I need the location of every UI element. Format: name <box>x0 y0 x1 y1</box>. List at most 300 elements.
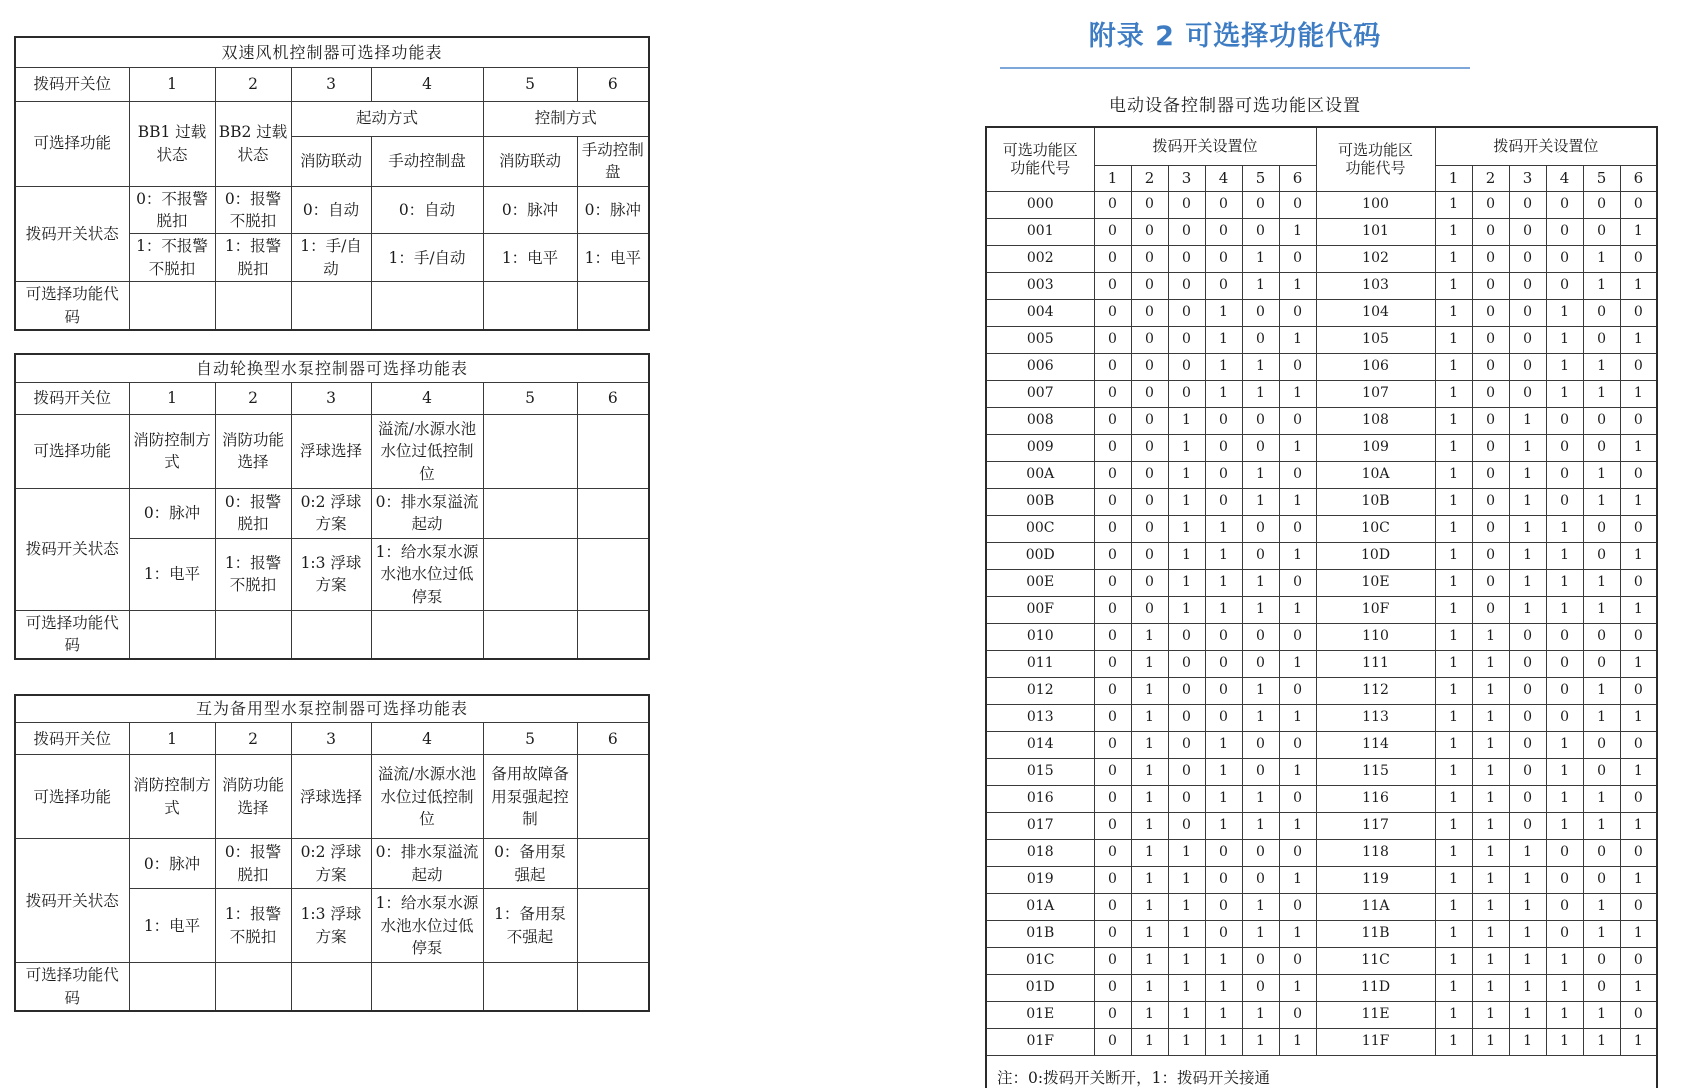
state-cell: 1:3 浮球方案 <box>291 538 371 610</box>
dip-bit-cell: 1 <box>1435 704 1472 731</box>
dip-bit-cell: 0 <box>1168 731 1205 758</box>
code-table-row <box>986 380 1657 407</box>
dip-bit-cell: 1 <box>1205 785 1242 812</box>
dip-bit-cell: 0 <box>1546 866 1583 893</box>
appendix-column <box>905 14 1700 1088</box>
dip-bit-cell: 0 <box>1620 407 1657 434</box>
dip-bit-cell: 1 <box>1583 1028 1620 1055</box>
function-code-cell: 012 <box>986 677 1094 704</box>
dip-bit-cell: 0 <box>1094 623 1131 650</box>
dip-bit-cell: 1 <box>1168 461 1205 488</box>
dip-bit-cell: 1 <box>1435 623 1472 650</box>
dip-bit-cell: 0 <box>1509 758 1546 785</box>
function-code-cell: 005 <box>986 326 1094 353</box>
dip-bit-cell: 0 <box>1205 920 1242 947</box>
bit-label: 3 <box>1168 165 1205 191</box>
dip-bit-cell: 1 <box>1546 812 1583 839</box>
state-cell: 0：脉冲 <box>129 488 215 538</box>
dip-bit-cell: 0 <box>1242 866 1279 893</box>
dip-bit-cell: 1 <box>1435 299 1472 326</box>
title-block <box>905 14 1565 69</box>
dip-bit-cell: 1 <box>1279 596 1316 623</box>
code-table-row <box>986 893 1657 920</box>
dip-bit-cell: 0 <box>1620 785 1657 812</box>
function-code-cell: 01F <box>986 1028 1094 1055</box>
dip-bit-cell: 0 <box>1546 920 1583 947</box>
dip-bit-cell: 1 <box>1583 569 1620 596</box>
function-code-cell: 113 <box>1316 704 1435 731</box>
dip-bit-cell: 0 <box>1546 704 1583 731</box>
function-code-cell: 004 <box>986 299 1094 326</box>
dip-bit-cell: 0 <box>1242 623 1279 650</box>
state-cell: 0：自动 <box>371 186 483 234</box>
dip-bit-cell: 0 <box>1583 326 1620 353</box>
function-cell: 消防联动 <box>291 136 371 186</box>
dip-bit-cell: 0 <box>1546 191 1583 218</box>
dip-bit-cell: 1 <box>1509 542 1546 569</box>
function-code-cell: 101 <box>1316 218 1435 245</box>
code-table-row <box>986 1001 1657 1028</box>
dip-bit-cell: 0 <box>1242 758 1279 785</box>
dip-bit-cell: 0 <box>1131 596 1168 623</box>
dip-bit-cell: 1 <box>1279 920 1316 947</box>
dip-bit-cell: 1 <box>1620 380 1657 407</box>
dip-bit-cell: 0 <box>1620 191 1657 218</box>
function-code-cell: 01B <box>986 920 1094 947</box>
dip-bit-cell: 1 <box>1583 704 1620 731</box>
dip-bit-cell: 0 <box>1279 947 1316 974</box>
dip-bit-cell: 0 <box>1094 677 1131 704</box>
dip-bit-cell: 1 <box>1168 569 1205 596</box>
function-code-cell: 10B <box>1316 488 1435 515</box>
dip-bit-cell: 0 <box>1546 623 1583 650</box>
row-label-states: 拨码开关状态 <box>15 186 129 282</box>
dip-bit-cell: 1 <box>1168 920 1205 947</box>
function-cell: BB1 过载状态 <box>129 101 215 186</box>
code-table-caption: 电动设备控制器可选功能区设置 <box>1109 96 1361 116</box>
function-code-cell: 118 <box>1316 839 1435 866</box>
dip-bit-cell: 1 <box>1509 947 1546 974</box>
code-value-cell <box>483 610 577 658</box>
dip-bit-cell: 0 <box>1583 299 1620 326</box>
dip-bit-cell: 0 <box>1131 218 1168 245</box>
dip-bit-cell: 0 <box>1472 461 1509 488</box>
function-code-cell: 003 <box>986 272 1094 299</box>
dip-bit-cell: 1 <box>1546 596 1583 623</box>
dip-bit-cell: 0 <box>1620 245 1657 272</box>
dip-bit-cell: 1 <box>1435 596 1472 623</box>
function-cell: 手动控制盘 <box>371 136 483 186</box>
dip-bit-cell: 0 <box>1205 272 1242 299</box>
dip-bit-cell: 1 <box>1472 947 1509 974</box>
dip-position: 4 <box>371 67 483 101</box>
dip-bit-cell: 1 <box>1583 893 1620 920</box>
dip-bit-cell: 1 <box>1242 245 1279 272</box>
fan-controller-function-table <box>14 36 650 331</box>
dip-bit-cell: 1 <box>1620 218 1657 245</box>
dip-bit-cell: 0 <box>1094 299 1131 326</box>
dip-bit-cell: 1 <box>1131 731 1168 758</box>
row-label-codes: 可选择功能代码 <box>15 610 129 658</box>
state-cell: 0：报警不脱扣 <box>215 186 291 234</box>
dip-bit-cell: 0 <box>1472 380 1509 407</box>
dip-bit-cell: 1 <box>1583 677 1620 704</box>
dip-bit-cell: 0 <box>1205 218 1242 245</box>
dip-bit-cell: 1 <box>1205 731 1242 758</box>
function-code-cell: 00C <box>986 515 1094 542</box>
dip-bit-cell: 0 <box>1131 326 1168 353</box>
dip-bit-cell: 1 <box>1279 812 1316 839</box>
dip-bit-cell: 1 <box>1242 461 1279 488</box>
state-cell: 1：报警不脱扣 <box>215 889 291 963</box>
code-value-cell <box>129 282 215 330</box>
function-code-cell: 11E <box>1316 1001 1435 1028</box>
dip-bit-cell: 1 <box>1472 731 1509 758</box>
dip-bit-cell: 0 <box>1242 650 1279 677</box>
dip-bit-cell: 1 <box>1131 623 1168 650</box>
dip-bit-cell: 1 <box>1509 488 1546 515</box>
dip-bit-cell: 1 <box>1435 920 1472 947</box>
dip-bit-cell: 1 <box>1583 596 1620 623</box>
dip-bit-cell: 1 <box>1168 434 1205 461</box>
dip-bit-cell: 0 <box>1583 731 1620 758</box>
dip-bit-cell: 0 <box>1279 1001 1316 1028</box>
dip-bit-cell: 1 <box>1435 974 1472 1001</box>
dip-bit-cell: 0 <box>1583 623 1620 650</box>
dip-bits-header: 拨码开关设置位 <box>1435 127 1657 165</box>
dip-bit-cell: 0 <box>1094 488 1131 515</box>
dip-bit-cell: 1 <box>1435 893 1472 920</box>
dip-bit-cell: 1 <box>1205 299 1242 326</box>
dip-bit-cell: 1 <box>1435 434 1472 461</box>
state-cell: 0：自动 <box>291 186 371 234</box>
code-table-row <box>986 839 1657 866</box>
dip-bit-cell: 1 <box>1620 1028 1657 1055</box>
dip-bit-cell: 1 <box>1435 272 1472 299</box>
dip-bit-cell: 0 <box>1279 839 1316 866</box>
dip-bit-cell: 1 <box>1242 1001 1279 1028</box>
dip-position: 1 <box>129 723 215 755</box>
dip-bit-cell: 1 <box>1435 326 1472 353</box>
function-code-cell: 107 <box>1316 380 1435 407</box>
dip-bit-cell: 0 <box>1205 434 1242 461</box>
dip-bit-cell: 1 <box>1131 785 1168 812</box>
dip-bit-cell: 1 <box>1620 434 1657 461</box>
dip-bit-cell: 0 <box>1509 272 1546 299</box>
dip-bit-cell: 0 <box>1472 353 1509 380</box>
dip-bit-cell: 1 <box>1168 893 1205 920</box>
function-code-cell: 013 <box>986 704 1094 731</box>
dip-bit-cell: 1 <box>1279 650 1316 677</box>
function-cell: 备用故障备用泵强起控制 <box>483 755 577 839</box>
dip-bit-cell: 1 <box>1546 974 1583 1001</box>
dip-bit-cell: 0 <box>1279 299 1316 326</box>
state-cell: 1：不报警不脱扣 <box>129 234 215 282</box>
code-table-row <box>986 515 1657 542</box>
dip-bit-cell: 0 <box>1168 785 1205 812</box>
function-code-cell: 111 <box>1316 650 1435 677</box>
function-code-cell: 10D <box>1316 542 1435 569</box>
dip-bit-cell: 0 <box>1509 191 1546 218</box>
dip-bit-cell: 0 <box>1205 488 1242 515</box>
function-code-cell: 117 <box>1316 812 1435 839</box>
dip-bit-cell: 0 <box>1620 623 1657 650</box>
dip-bit-cell: 0 <box>1509 245 1546 272</box>
dip-bit-cell: 1 <box>1546 326 1583 353</box>
code-table-row <box>986 704 1657 731</box>
dip-bit-cell: 0 <box>1094 785 1131 812</box>
table-title: 互为备用型水泵控制器可选择功能表 <box>15 695 649 723</box>
dip-bit-cell: 1 <box>1279 542 1316 569</box>
bit-label: 4 <box>1205 165 1242 191</box>
dip-bit-cell: 0 <box>1509 623 1546 650</box>
code-table-row <box>986 974 1657 1001</box>
row-label-functions: 可选择功能 <box>15 101 129 186</box>
dip-bit-cell: 1 <box>1509 1028 1546 1055</box>
dip-bit-cell: 0 <box>1094 893 1131 920</box>
state-cell: 1：报警脱扣 <box>215 234 291 282</box>
dip-bit-cell: 1 <box>1620 920 1657 947</box>
function-code-cell: 017 <box>986 812 1094 839</box>
dip-bit-cell: 0 <box>1546 488 1583 515</box>
code-header-line2: 功能代号 <box>1345 159 1406 178</box>
dip-bit-cell: 0 <box>1131 272 1168 299</box>
dip-bit-cell: 1 <box>1242 893 1279 920</box>
dip-bit-cell: 0 <box>1094 542 1131 569</box>
dip-bit-cell: 0 <box>1509 299 1546 326</box>
dip-position: 4 <box>371 723 483 755</box>
state-cell <box>577 538 649 610</box>
dip-bit-cell: 1 <box>1435 461 1472 488</box>
dip-bit-cell: 1 <box>1620 650 1657 677</box>
code-value-cell <box>483 282 577 330</box>
code-table-row <box>986 866 1657 893</box>
dip-bit-cell: 1 <box>1472 623 1509 650</box>
dip-bit-cell: 0 <box>1279 569 1316 596</box>
code-column-header <box>986 127 1094 191</box>
dip-bit-cell: 1 <box>1131 974 1168 1001</box>
function-code-cell: 11C <box>1316 947 1435 974</box>
dip-bit-cell: 1 <box>1546 515 1583 542</box>
dip-bit-cell: 1 <box>1546 731 1583 758</box>
dip-bit-cell: 1 <box>1546 569 1583 596</box>
dip-bit-cell: 0 <box>1279 407 1316 434</box>
bit-label: 4 <box>1546 165 1583 191</box>
dip-bit-cell: 0 <box>1242 947 1279 974</box>
code-table-row <box>986 272 1657 299</box>
dip-bit-cell: 1 <box>1205 326 1242 353</box>
state-cell: 0：脉冲 <box>483 186 577 234</box>
dip-bit-cell: 0 <box>1279 893 1316 920</box>
spacer <box>14 331 648 353</box>
dip-bit-cell: 0 <box>1620 1001 1657 1028</box>
dip-bit-cell: 0 <box>1583 515 1620 542</box>
function-cell: 浮球选择 <box>291 414 371 488</box>
row-label-functions: 可选择功能 <box>15 414 129 488</box>
code-value-cell <box>371 282 483 330</box>
dip-bit-cell: 1 <box>1242 785 1279 812</box>
dip-bit-cell: 0 <box>1242 731 1279 758</box>
code-table-row <box>986 542 1657 569</box>
code-table-row <box>986 677 1657 704</box>
dip-bit-cell: 0 <box>1546 461 1583 488</box>
dip-bit-cell: 1 <box>1168 407 1205 434</box>
dip-bit-cell: 0 <box>1242 839 1279 866</box>
code-table-row <box>986 596 1657 623</box>
left-tables-column <box>14 36 648 1012</box>
function-code-cell: 105 <box>1316 326 1435 353</box>
function-code-cell: 11D <box>1316 974 1435 1001</box>
dip-bit-cell: 0 <box>1168 758 1205 785</box>
bit-label: 5 <box>1242 165 1279 191</box>
dip-position: 5 <box>483 723 577 755</box>
bit-label: 2 <box>1472 165 1509 191</box>
state-cell: 1：给水泵水源水池水位过低停泵 <box>371 538 483 610</box>
row-label-positions: 拨码开关位 <box>15 723 129 755</box>
dip-bit-cell: 0 <box>1094 866 1131 893</box>
dip-bit-cell: 1 <box>1583 488 1620 515</box>
dip-bit-cell: 1 <box>1168 839 1205 866</box>
state-cell <box>577 839 649 889</box>
code-value-cell <box>129 963 215 1011</box>
dip-bit-cell: 0 <box>1094 596 1131 623</box>
dip-bit-cell: 1 <box>1435 515 1472 542</box>
code-value-cell <box>215 610 291 658</box>
dip-bit-cell: 0 <box>1472 272 1509 299</box>
dip-bit-cell: 0 <box>1094 812 1131 839</box>
dip-bit-cell: 0 <box>1279 461 1316 488</box>
dip-bit-cell: 0 <box>1094 407 1131 434</box>
dip-bit-cell: 0 <box>1094 191 1131 218</box>
dip-position: 6 <box>577 723 649 755</box>
dip-bit-cell: 0 <box>1131 542 1168 569</box>
dip-bit-cell: 0 <box>1094 380 1131 407</box>
function-code-cell: 009 <box>986 434 1094 461</box>
dip-bit-cell: 0 <box>1094 326 1131 353</box>
dip-bit-cell: 0 <box>1279 245 1316 272</box>
function-cell: BB2 过载状态 <box>215 101 291 186</box>
code-value-cell <box>371 963 483 1011</box>
dip-bit-cell: 0 <box>1546 434 1583 461</box>
dip-bit-cell: 0 <box>1131 353 1168 380</box>
dip-bit-cell: 0 <box>1583 758 1620 785</box>
code-value-cell <box>291 963 371 1011</box>
bit-label: 6 <box>1279 165 1316 191</box>
function-code-cell: 002 <box>986 245 1094 272</box>
title-underline <box>1000 67 1470 69</box>
dip-bit-cell: 0 <box>1094 218 1131 245</box>
bit-label: 2 <box>1131 165 1168 191</box>
code-table-row <box>986 407 1657 434</box>
dip-bit-cell: 1 <box>1242 1028 1279 1055</box>
dip-bit-cell: 0 <box>1094 461 1131 488</box>
dip-bit-cell: 0 <box>1509 353 1546 380</box>
function-cell: 消防功能选择 <box>215 755 291 839</box>
function-code-cell: 011 <box>986 650 1094 677</box>
dip-bit-cell: 0 <box>1472 245 1509 272</box>
dip-position: 5 <box>483 67 577 101</box>
state-cell <box>483 538 577 610</box>
dip-position: 3 <box>291 723 371 755</box>
state-cell: 1：电平 <box>129 889 215 963</box>
dip-bit-cell: 0 <box>1131 245 1168 272</box>
dip-bit-cell: 1 <box>1472 785 1509 812</box>
code-table-row <box>986 353 1657 380</box>
code-column-header <box>1316 127 1435 191</box>
code-table-row <box>986 812 1657 839</box>
dip-bit-cell: 0 <box>1168 704 1205 731</box>
dip-bit-cell: 1 <box>1205 1028 1242 1055</box>
code-value-cell <box>215 963 291 1011</box>
code-table-row <box>986 1028 1657 1055</box>
state-cell: 0：排水泵溢流起动 <box>371 839 483 889</box>
code-header-line2: 功能代号 <box>1010 159 1071 178</box>
dip-bit-cell: 1 <box>1168 1001 1205 1028</box>
dip-bit-cell: 1 <box>1620 326 1657 353</box>
function-group-header: 起动方式 <box>291 101 483 136</box>
code-value-cell <box>291 610 371 658</box>
dip-bit-cell: 0 <box>1094 245 1131 272</box>
dip-bit-cell: 1 <box>1131 812 1168 839</box>
dip-bit-cell: 1 <box>1583 1001 1620 1028</box>
dip-bit-cell: 0 <box>1546 245 1583 272</box>
code-table-row <box>986 218 1657 245</box>
function-code-cell: 10E <box>1316 569 1435 596</box>
code-table-row <box>986 623 1657 650</box>
code-table-row <box>986 758 1657 785</box>
function-code-cell: 112 <box>1316 677 1435 704</box>
dip-bit-cell: 1 <box>1546 299 1583 326</box>
dip-bit-cell: 0 <box>1131 380 1168 407</box>
state-cell: 1：手/自动 <box>291 234 371 282</box>
dip-bit-cell: 0 <box>1509 812 1546 839</box>
bit-label: 3 <box>1509 165 1546 191</box>
dip-bit-cell: 0 <box>1131 434 1168 461</box>
function-code-cell: 01E <box>986 1001 1094 1028</box>
dip-bit-cell: 0 <box>1168 272 1205 299</box>
dip-bit-cell: 1 <box>1435 218 1472 245</box>
dip-bit-cell: 1 <box>1472 893 1509 920</box>
state-cell: 0：备用泵强起 <box>483 839 577 889</box>
dip-bit-cell: 1 <box>1472 677 1509 704</box>
dip-bit-cell: 0 <box>1583 542 1620 569</box>
dip-bit-cell: 1 <box>1205 380 1242 407</box>
dip-bit-cell: 1 <box>1509 569 1546 596</box>
dip-bit-cell: 0 <box>1168 326 1205 353</box>
function-code-cell: 10C <box>1316 515 1435 542</box>
dip-bit-cell: 1 <box>1509 920 1546 947</box>
dip-bit-cell: 0 <box>1094 1028 1131 1055</box>
function-code-cell: 00A <box>986 461 1094 488</box>
function-cell <box>577 414 649 488</box>
dip-bit-cell: 1 <box>1279 974 1316 1001</box>
function-code-cell: 001 <box>986 218 1094 245</box>
code-table-row <box>986 569 1657 596</box>
dip-bit-cell: 0 <box>1472 542 1509 569</box>
dip-bit-cell: 1 <box>1131 947 1168 974</box>
dip-bit-cell: 1 <box>1472 920 1509 947</box>
dip-bit-cell: 1 <box>1168 1028 1205 1055</box>
dip-bit-cell: 0 <box>1242 515 1279 542</box>
function-code-cell: 006 <box>986 353 1094 380</box>
dip-bit-cell: 1 <box>1620 758 1657 785</box>
dip-bit-cell: 0 <box>1472 326 1509 353</box>
state-cell: 0:2 浮球方案 <box>291 839 371 889</box>
code-table-row <box>986 461 1657 488</box>
dip-bit-cell: 1 <box>1435 191 1472 218</box>
dip-bit-cell: 1 <box>1131 866 1168 893</box>
function-code-cell: 119 <box>1316 866 1435 893</box>
